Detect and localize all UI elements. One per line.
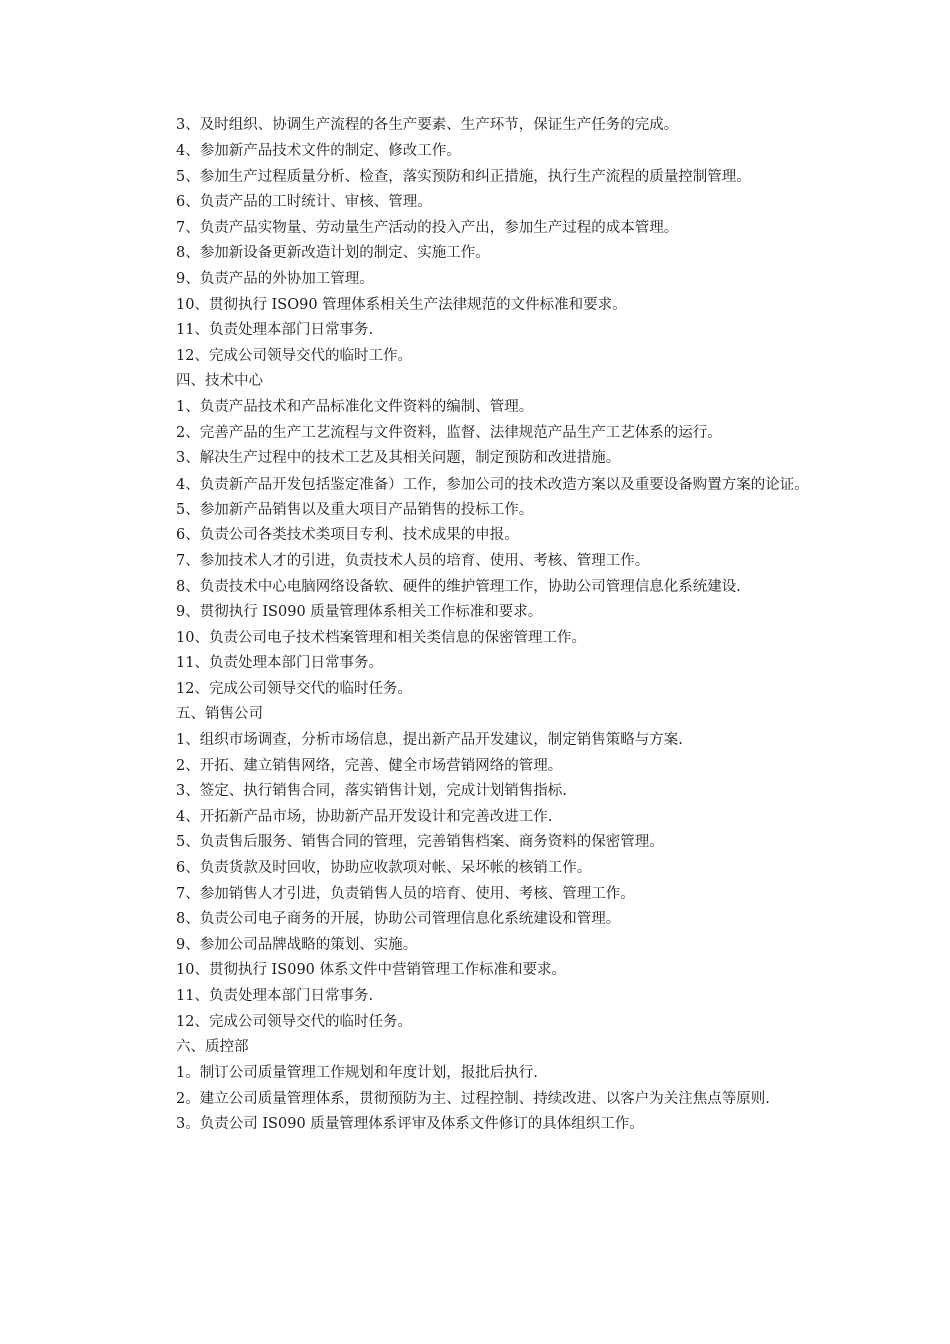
paragraph: 8、参加新设备更新改造计划的制定、实施工作。 [176,245,490,262]
paragraph: 5、参加新产品销售以及重大项目产品销售的投标工作。 [176,501,534,518]
paragraph: 9、负责产品的外协加工管理。 [176,270,374,287]
paragraph: 7、参加技术人才的引进，负责技术人员的培育、使用、考核、管理工作。 [176,552,650,569]
paragraph: 7、参加销售人才引进，负责销售人员的培育、使用、考核、管理工作。 [176,885,635,902]
paragraph: 10、贯彻执行 ISO90 管理体系相关生产法律规范的文件标准和要求。 [176,296,627,313]
paragraph: 5、参加生产过程质量分析、检查，落实预防和纠正措施，执行生产流程的质量控制管理。 [176,169,751,186]
paragraph: 9、参加公司品牌战略的策划、实施。 [176,936,418,953]
section-heading: 四、技术中心 [176,373,263,390]
paragraph: 3。负责公司 IS090 质量管理体系评审及体系文件修订的具体组织工作。 [176,1116,644,1133]
paragraph: 4、负责新产品开发包括鉴定准备）工作，参加公司的技术改造方案以及重要设备购置方案的论证。 [176,476,809,493]
paragraph: 7、负责产品实物量、劳动量生产活动的投入产出，参加生产过程的成本管理。 [176,219,679,236]
paragraph: 12、完成公司领导交代的临时任务。 [176,680,412,697]
paragraph: 5、负责售后服务、销售合同的管理，完善销售档案、商务资料的保密管理。 [176,834,664,851]
paragraph: 4、参加新产品技术文件的制定、修改工作。 [176,142,461,159]
section-heading: 五、销售公司 [176,706,263,723]
paragraph: 12、完成公司领导交代的临时工作。 [176,347,412,364]
paragraph: 11、负责处理本部门日常事务. [176,322,374,339]
paragraph: 3、签定、执行销售合同，落实销售计划，完成计划销售指标. [176,783,567,800]
paragraph: 1、组织市场调查，分析市场信息，提出新产品开发建议，制定销售策略与方案. [176,732,683,749]
paragraph: 2。建立公司质量管理体系，贯彻预防为主、过程控制、持续改进、以客户为关注焦点等原则. [176,1091,770,1108]
document-body [144,113,824,1138]
paragraph: 1、负责产品技术和产品标准化文件资料的编制、管理。 [176,398,534,415]
paragraph: 1。制订公司质量管理工作规划和年度计划，报批后执行. [176,1064,538,1081]
paragraph: 8、负责公司电子商务的开展，协助公司管理信息化系统建设和管理。 [176,911,621,928]
paragraph: 6、负责货款及时回收，协助应收款项对帐、呆坏帐的核销工作。 [176,860,592,877]
paragraph: 11、负责处理本部门日常事务。 [176,655,383,672]
paragraph: 9、贯彻执行 IS090 质量管理体系相关工作标准和要求。 [176,604,543,621]
paragraph: 6、负责产品的工时统计、审核、管理。 [176,194,432,211]
paragraph: 8、负责技术中心电脑网络设备软、硬件的维护管理工作，协助公司管理信息化系统建设. [176,578,741,595]
section-heading: 六、质控部 [176,1039,249,1056]
paragraph: 10、负责公司电子技术档案管理和相关类信息的保密管理工作。 [176,629,586,646]
paragraph: 2、完善产品的生产工艺流程与文件资料，监督、法律规范产品生产工艺体系的运行。 [176,424,722,441]
paragraph: 3、解决生产过程中的技术工艺及其相关问题，制定预防和改进措施。 [176,450,621,467]
paragraph: 11、负责处理本部门日常事务. [176,988,374,1004]
paragraph: 3、及时组织、协调生产流程的各生产要素、生产环节，保证生产任务的完成。 [176,117,679,133]
paragraph: 10、贯彻执行 IS090 体系文件中营销管理工作标准和要求。 [176,962,567,979]
paragraph: 4、开拓新产品市场，协助新产品开发设计和完善改进工作. [176,808,553,825]
paragraph: 12、完成公司领导交代的临时任务。 [176,1013,412,1030]
paragraph: 6、负责公司各类技术类项目专利、技术成果的申报。 [176,527,519,544]
paragraph: 2、开拓、建立销售网络，完善、健全市场营销网络的管理。 [176,757,563,774]
